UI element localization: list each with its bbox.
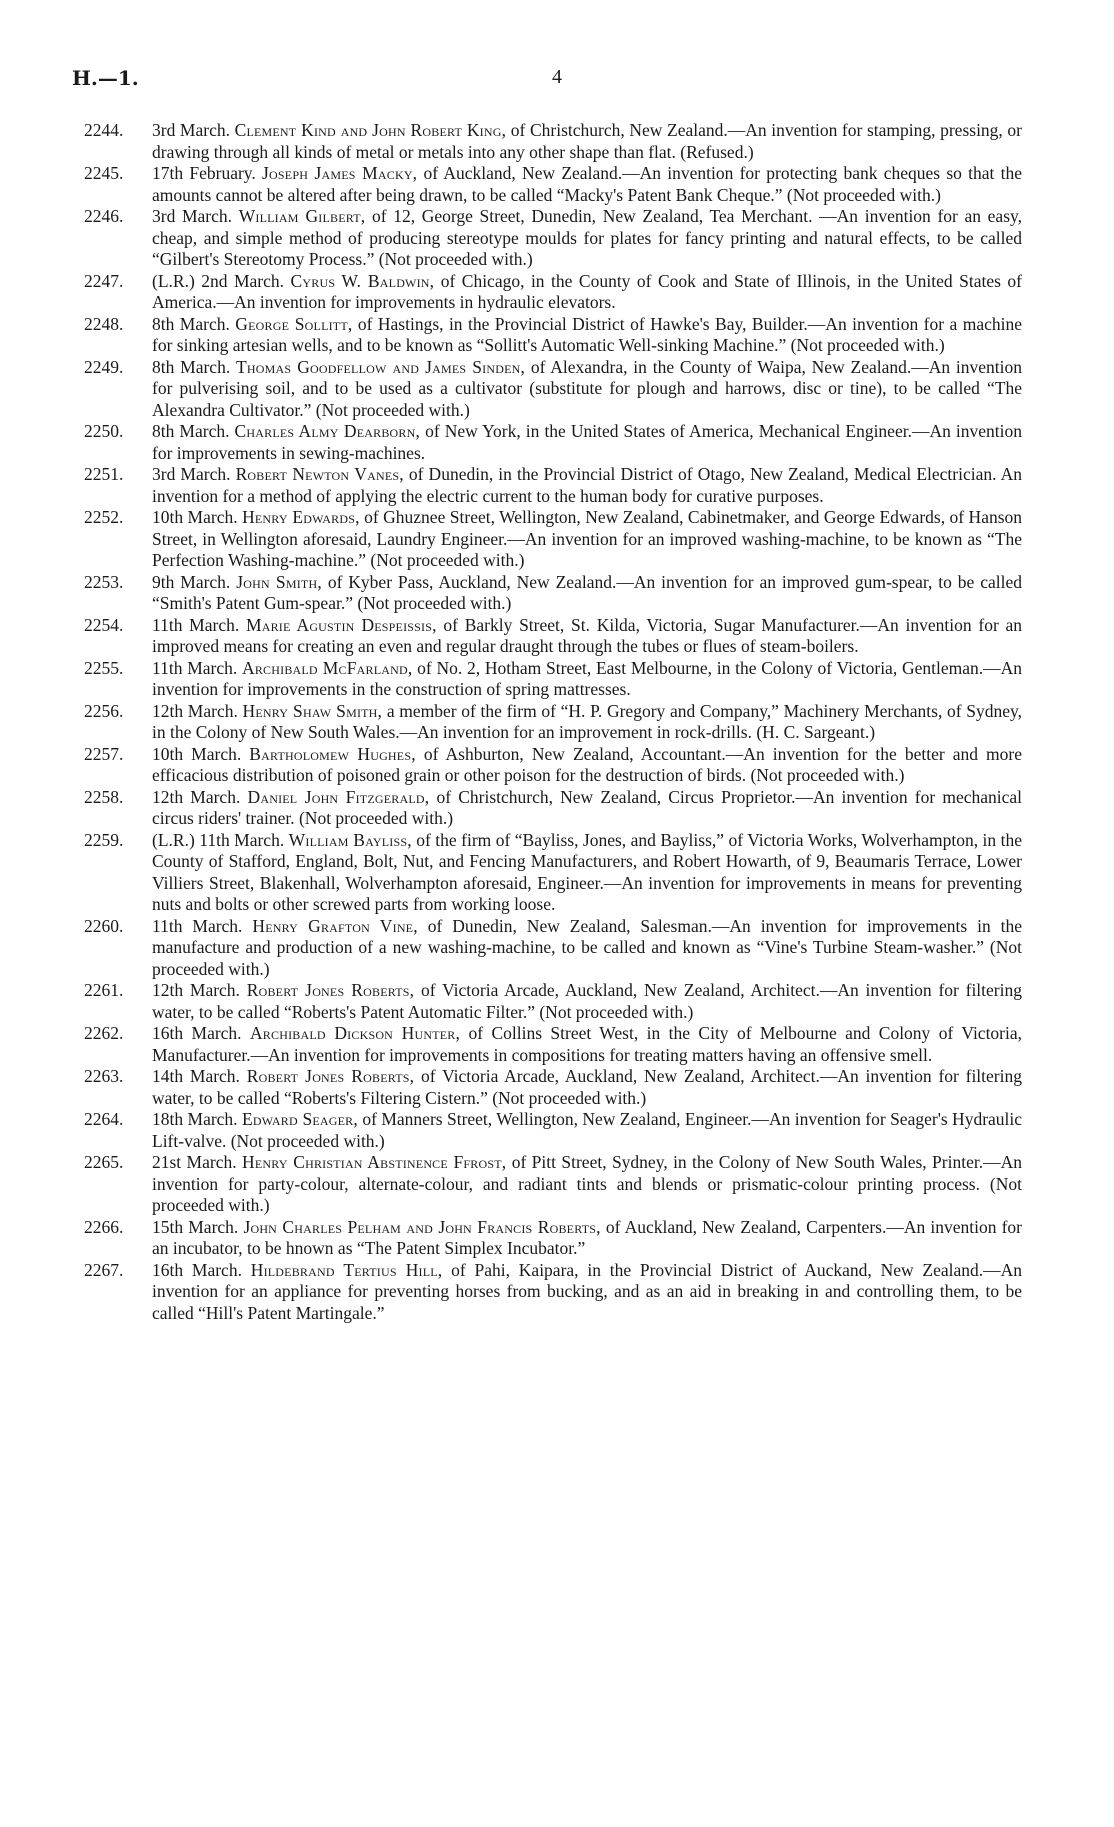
entry-number: 2248. — [84, 313, 124, 334]
patent-entry — [84, 701, 1022, 744]
entry-applicants: Joseph James Macky, — [262, 163, 418, 183]
patent-entry — [84, 464, 1022, 507]
entry-date: 16th March. — [152, 1259, 242, 1280]
patent-entry — [84, 1109, 1022, 1152]
page-number: 4 — [552, 66, 562, 88]
entry-description: of Victoria Arcade, Auckland, New Zealand, Architect.—An invention for filtering water, to be called “Roberts's Patent Automatic Filter.” (Not proceeded with.) — [152, 980, 1022, 1022]
page-header — [72, 66, 1042, 96]
entry-number: 2264. — [84, 1109, 124, 1129]
entry-number: 2257. — [84, 743, 124, 764]
entry-number: 2246. — [84, 206, 124, 226]
patent-entry — [84, 572, 1022, 615]
entry-description: of Auckland, New Zealand.—An invention for protecting bank cheques so that the amounts cannot be altered after being drawn, to be called “Macky's Patent Bank Cheque.” (Not proceeded with.) — [152, 163, 1023, 205]
entry-date: 21st March. — [152, 1152, 237, 1172]
patent-entry — [84, 120, 1022, 163]
entry-date: 9th March. — [152, 571, 231, 592]
entry-date: 8th March. — [152, 421, 230, 441]
entry-applicants: John Charles Pelham and John Francis Roberts, — [243, 1216, 601, 1237]
entry-date: 14th March. — [152, 1066, 240, 1086]
entry-date: 12th March. — [152, 786, 241, 807]
entry-date: 3rd March. — [152, 206, 233, 226]
entry-description: of the firm of “Bayliss, Jones, and Bayliss,” of Victoria Works, Wolverhampton, in the County of Stafford, England, Bolt, Nut, and Fencing Manufacturers, and Robert Howarth, of 9, Beaumaris Terrace, Lower Villiers Street, Blakenhall, Wolverhampton aforesaid, Engineer.—An invention for improvements in means for preventing nuts and bolts or other screwed parts from working loose. — [152, 829, 1023, 914]
entry-description: of Pitt Street, Sydney, in the Colony of New South Wales, Printer.—An invention for party-colour, alternate-colour, and radiant tints and blends or prismatic-colour printing process. (Not proceeded with.) — [152, 1152, 1022, 1215]
entry-applicants: Robert Newton Vanes, — [235, 464, 404, 484]
entry-date: 17th February. — [152, 163, 256, 183]
entry-date: 10th March. — [152, 743, 242, 764]
patent-entry — [84, 1260, 1022, 1325]
entry-number: 2260. — [84, 915, 124, 936]
document-id: H.—1. — [72, 66, 139, 90]
patent-entry — [84, 1152, 1022, 1217]
entry-description: of Victoria Arcade, Auckland, New Zealand, Architect.—An invention for filtering water, to be called “Roberts's Filtering Cistern.” (Not proceeded with.) — [152, 1066, 1022, 1108]
entry-date: 8th March. — [152, 313, 230, 334]
patent-entry — [84, 830, 1022, 916]
patent-entry — [84, 658, 1022, 701]
entry-applicants: Robert Jones Roberts, — [246, 980, 415, 1000]
patent-entry — [84, 787, 1022, 830]
patent-entry — [84, 421, 1022, 464]
entry-number: 2259. — [84, 829, 124, 850]
patent-entry — [84, 163, 1022, 206]
entry-applicants: Henry Christian Abstinence Ffrost, — [241, 1152, 507, 1172]
patent-entry — [84, 916, 1022, 981]
entry-number: 2261. — [84, 980, 124, 1000]
entry-description: of Hastings, in the Provincial District of Hawke's Bay, Builder.—An invention for a machine for sinking artesian wells, and to be known as “Sollitt's Automatic Well-sinking Machine.” (Not proceeded with.) — [152, 313, 1022, 355]
entry-date: (L.R.) 11th March. — [152, 829, 285, 850]
entry-date: 3rd March. — [152, 120, 230, 140]
entry-applicants: Charles Almy Dearborn, — [234, 421, 421, 441]
entry-description: of Christchurch, New Zealand, Circus Proprietor.—An invention for mechanical circus riders' trainer. (Not proceeded with.) — [152, 786, 1023, 828]
entry-applicants: Daniel John Fitzgerald, — [247, 786, 430, 807]
patent-list — [84, 120, 1022, 1324]
entry-date: 11th March. — [152, 915, 243, 936]
entry-description: of Manners Street, Wellington, New Zealand, Engineer.—An invention for Seager's Hydraulic Lift-valve. (Not proceeded with.) — [152, 1109, 1023, 1151]
patent-entry — [84, 744, 1022, 787]
entry-applicants: William Gilbert, — [238, 206, 366, 226]
entry-date: 16th March. — [152, 1023, 242, 1043]
entry-date: 18th March. — [152, 1109, 238, 1129]
entry-applicants: Bartholomew Hughes, — [249, 743, 416, 764]
entry-description: of Christchurch, New Zealand.—An invention for stamping, pressing, or drawing through all kinds of metal or metals into any other shape than flat. (Refused.) — [152, 120, 1022, 162]
entry-applicants: William Bayliss, — [288, 829, 412, 850]
entry-applicants: Thomas Goodfellow and James Sinden, — [236, 356, 526, 377]
entry-description: of No. 2, Hotham Street, East Melbourne, in the Colony of Victoria, Gentleman.—An invention for improvements in the construction of spring mattresses. — [152, 657, 1022, 699]
entry-applicants: Cyrus W. Baldwin, — [290, 270, 435, 291]
entry-number: 2250. — [84, 421, 124, 441]
entry-date: 12th March. — [152, 700, 238, 721]
entry-description: of Collins Street West, in the City of Melbourne and Colony of Victoria, Manufacturer.—An invention for improvements in compositions for treating matters having an offensive smell. — [152, 1023, 1023, 1065]
entry-applicants: George Sollitt, — [235, 313, 353, 334]
patent-entry — [84, 1217, 1022, 1260]
entry-date: 8th March. — [152, 356, 231, 377]
entry-description: of 12, George Street, Dunedin, New Zealand, Tea Merchant. —An invention for an easy, cheap, and simple method of producing stereotype moulds for plates for fancy printing and natural effects, to be called “Gilbert's Stereotomy Process.” (Not proceeded with.) — [152, 206, 1023, 269]
entry-applicants: Marie Agustin Despeissis, — [245, 614, 437, 635]
entry-applicants: John Smith, — [236, 571, 322, 592]
entry-number: 2253. — [84, 571, 124, 592]
entry-date: 15th March. — [152, 1216, 239, 1237]
entry-date: (L.R.) 2nd March. — [152, 270, 285, 291]
entry-applicants: Henry Grafton Vine, — [252, 915, 418, 936]
entry-applicants: Robert Jones Roberts, — [246, 1066, 415, 1086]
entry-number: 2267. — [84, 1259, 124, 1280]
entry-number: 2263. — [84, 1066, 124, 1086]
patent-entry — [84, 357, 1022, 422]
entry-description: of Alexandra, in the County of Waipa, New Zealand.—An invention for pulverising soil, and to be used as a cultivator (substitute for plough and harrows, disc or tine), to be called “The Alexandra Cultivator.” (Not proceeded with.) — [152, 356, 1023, 420]
entry-description: of Kyber Pass, Auckland, New Zealand.—An invention for an improved gum-spear, to be called “Smith's Patent Gum-spear.” (Not proceeded with.) — [152, 571, 1022, 613]
entry-date: 12th March. — [152, 980, 240, 1000]
entry-applicants: Archibald McFarland, — [242, 657, 413, 678]
entry-description: of Ghuznee Street, Wellington, New Zealand, Cabinetmaker, and George Edwards, of Hanson Street, in Wellington aforesaid, Laundry Engineer.—An invention for an improved washing-machine, to be known as “The Perfection Washing-machine.” (Not proceeded with.) — [152, 507, 1023, 570]
entry-number: 2249. — [84, 356, 124, 377]
entry-number: 2265. — [84, 1152, 124, 1172]
entry-number: 2247. — [84, 270, 124, 291]
entry-description: of New York, in the United States of America, Mechanical Engineer.—An invention for improvements in sewing-machines. — [152, 421, 1022, 463]
entry-date: 11th March. — [152, 657, 238, 678]
entry-number: 2255. — [84, 657, 124, 678]
patent-entry — [84, 1023, 1022, 1066]
entry-date: 3rd March. — [152, 464, 231, 484]
entry-description: of Dunedin, New Zealand, Salesman.—An invention for improvements in the manufacture and production of a new washing-machine, to be called and known as “Vine's Turbine Steam-washer.” (Not proceeded with.) — [152, 915, 1023, 979]
patent-entry — [84, 980, 1022, 1023]
entry-number: 2244. — [84, 120, 124, 140]
entry-description: of Auckland, New Zealand, Carpenters.—An invention for an incubator, to be hnown as “The Patent Simplex Incubator.” — [152, 1216, 1023, 1258]
entry-number: 2258. — [84, 786, 124, 807]
entry-number: 2251. — [84, 464, 124, 484]
entry-number: 2256. — [84, 700, 124, 721]
entry-applicants: Henry Shaw Smith, — [242, 700, 383, 721]
entry-description: of Pahi, Kaipara, in the Provincial District of Auckand, New Zealand.—An invention for an appliance for preventing horses from bucking, and as an aid in breaking in and controlling them, to be called “Hill's Patent Martingale.” — [152, 1259, 1023, 1323]
entry-applicants: Henry Edwards, — [242, 507, 360, 527]
entry-date: 10th March. — [152, 507, 238, 527]
patent-entry — [84, 615, 1022, 658]
entry-date: 11th March. — [152, 614, 240, 635]
entry-number: 2245. — [84, 163, 124, 183]
entry-applicants: Archibald Dickson Hunter, — [249, 1023, 461, 1043]
patent-entry — [84, 314, 1022, 357]
patent-entry — [84, 507, 1022, 572]
entry-description: of Dunedin, in the Provincial District of Otago, New Zealand, Medical Electrician. An invention for a method of applying the electric current to the human body for curative purposes. — [152, 464, 1022, 506]
entry-description: a member of the firm of “H. P. Gregory and Company,” Machinery Merchants, of Sydney, in the Colony of New South Wales.—An invention for an improvement in rock-drills. (H. C. Sargeant.) — [152, 700, 1023, 742]
entry-number: 2262. — [84, 1023, 124, 1043]
patent-entry — [84, 206, 1022, 271]
patent-entry — [84, 271, 1022, 314]
entry-description: of Barkly Street, St. Kilda, Victoria, Sugar Manufacturer.—An invention for an improved means for creating an even and regular draught through the tubes or flues of steam-boilers. — [152, 614, 1023, 656]
entry-number: 2252. — [84, 507, 124, 527]
patent-entry — [84, 1066, 1022, 1109]
entry-applicants: Hildebrand Tertius Hill, — [250, 1259, 443, 1280]
entry-number: 2266. — [84, 1216, 124, 1237]
entry-description: of Chicago, in the County of Cook and State of Illinois, in the United States of America.—An invention for improvements in hydraulic elevators. — [152, 270, 1023, 312]
entry-applicants: Clement Kind and John Robert King, — [234, 120, 507, 140]
entry-applicants: Edward Seager, — [241, 1109, 358, 1129]
entry-number: 2254. — [84, 614, 124, 635]
entry-description: of Ashburton, New Zealand, Accountant.—An invention for the better and more efficacious distribution of poisoned grain or other poison for the destruction of birds. (Not proceeded with.) — [152, 743, 1023, 785]
